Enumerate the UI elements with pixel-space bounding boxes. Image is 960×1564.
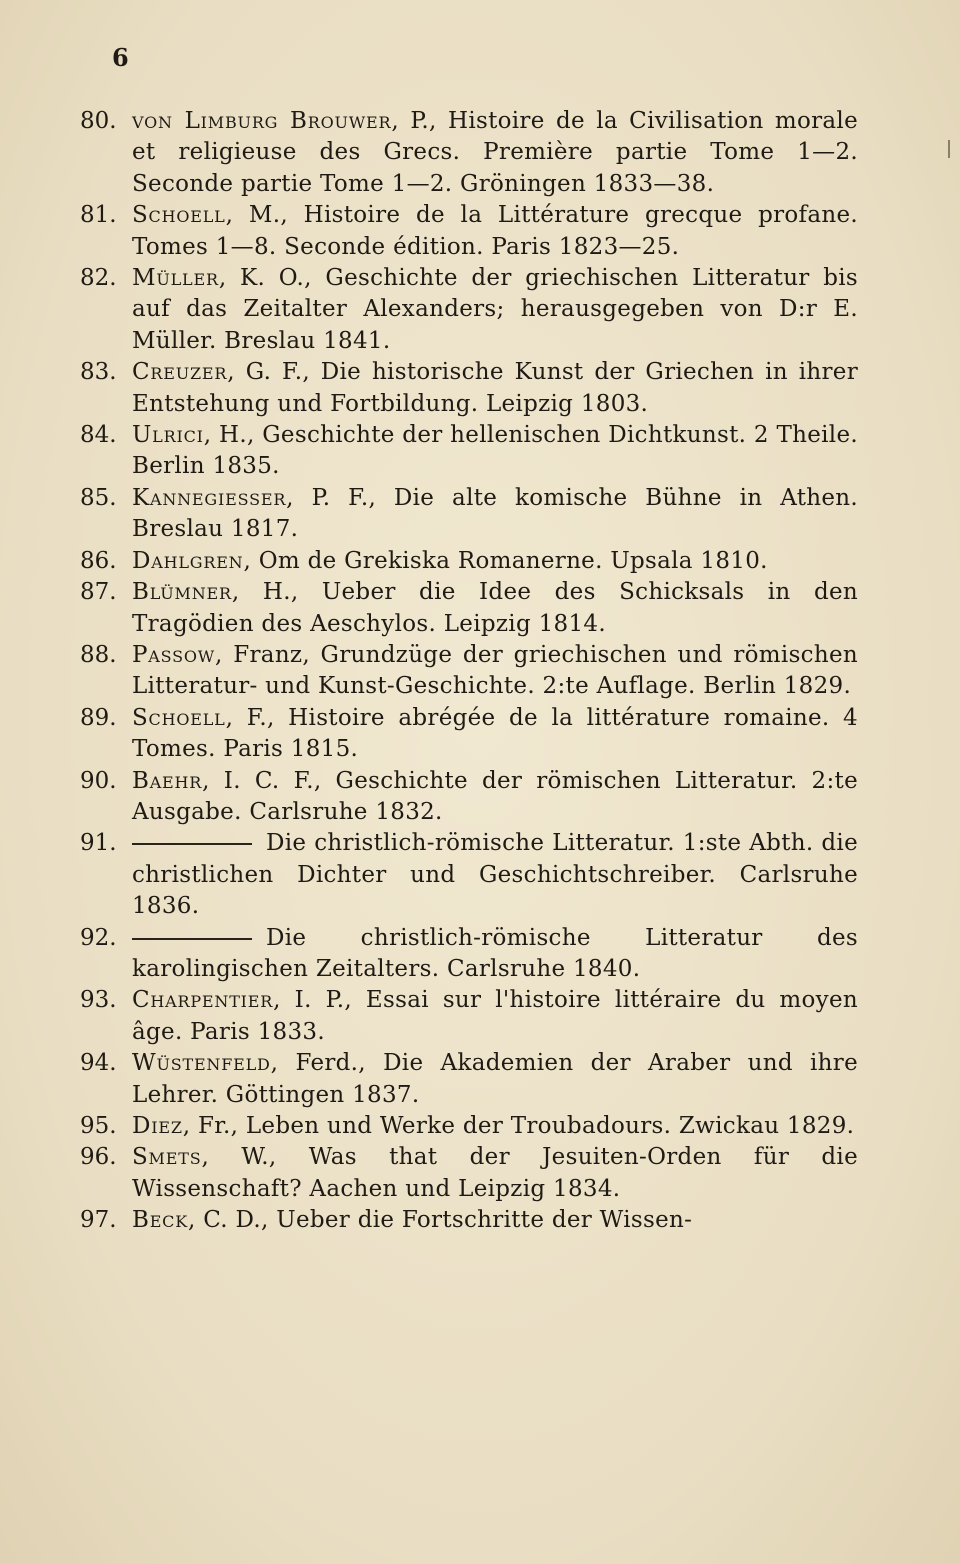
bibliography-entry — [80, 200, 858, 263]
entry-body — [132, 828, 858, 922]
entry-body — [132, 106, 858, 200]
bibliography-entry — [80, 703, 858, 766]
entry-author: Blümner — [132, 579, 232, 606]
entry-text: , M., Histoire de la Littérature grecque profane. Tomes 1—8. Seconde édition. Paris 1823—25. — [132, 202, 858, 260]
bibliography-entry — [80, 357, 858, 420]
entry-number: 93. — [80, 987, 117, 1014]
entry-author: Creuzer — [132, 359, 228, 386]
bibliography-entry — [80, 546, 858, 577]
ditto-dash — [132, 843, 252, 845]
entry-number: 86. — [80, 547, 117, 574]
entry-author: Baehr — [132, 767, 203, 794]
entry-body — [132, 1142, 858, 1205]
entry-number: 96. — [80, 1144, 117, 1171]
entry-author: Schoell — [132, 704, 226, 731]
entry-author: Beck — [132, 1207, 188, 1234]
bibliography-entry — [80, 985, 858, 1048]
bibliography-entry — [80, 828, 858, 922]
entry-text: Die christlich-römische Litteratur. 1:ste Abth. die christlichen Dichter und Geschichtschreiber. Carlsruhe 1836. — [132, 830, 858, 920]
entry-text: , Fr., Leben und Werke der Troubadours. Zwickau 1829. — [182, 1113, 855, 1139]
entry-body — [132, 200, 858, 263]
entry-text: , P. F., Die alte komische Bühne in Athen. Breslau 1817. — [132, 484, 858, 543]
entry-body — [132, 1048, 858, 1111]
entry-text: , I. P., Essai sur l'histoire littéraire du moyen âge. Paris 1833. — [132, 987, 858, 1045]
entry-number: 82. — [80, 265, 117, 292]
entry-author: Diez — [132, 1113, 183, 1139]
entry-text: , H., Geschichte der hellenischen Dichtkunst. 2 Theile. Berlin 1835. — [132, 422, 858, 480]
entry-number: 85. — [80, 484, 117, 511]
entry-author: von Limburg Brouwer — [132, 108, 392, 134]
bibliography-entry — [80, 1111, 858, 1142]
entry-text: , F., Histoire abrégée de la littérature romaine. 4 Tomes. Paris 1815. — [132, 704, 858, 763]
margin-mark — [948, 140, 950, 158]
bibliography-entry — [80, 923, 858, 986]
entry-body — [132, 546, 858, 577]
entry-number: 87. — [80, 579, 117, 606]
entry-number: 84. — [80, 422, 117, 449]
entry-text: , Ferd., Die Akademien der Araber und ihre Lehrer. Göttingen 1837. — [132, 1050, 858, 1108]
entry-body — [132, 357, 858, 420]
entry-body — [132, 923, 858, 986]
entry-number: 97. — [80, 1207, 117, 1234]
bibliography-entry — [80, 263, 858, 357]
entry-body — [132, 483, 858, 546]
entry-text: , C. D., Ueber die Fortschritte der Wissen- — [187, 1207, 693, 1234]
entry-text: , K. O., Geschichte der griechischen Litteratur bis auf das Zeitalter Alexanders; herausgegeben von D:r E. Müller. Breslau 1841. — [132, 265, 858, 354]
entry-body — [132, 577, 858, 640]
entry-author: Müller — [132, 265, 219, 292]
entry-body — [132, 703, 858, 766]
bibliography-entry — [80, 577, 858, 640]
entry-body — [132, 420, 858, 483]
entry-number: 81. — [80, 202, 117, 229]
entry-number: 88. — [80, 641, 117, 668]
entry-body — [132, 766, 858, 829]
entry-text: , I. C. F., Geschichte der römischen Litteratur. 2:te Ausgabe. Carlsruhe 1832. — [132, 767, 858, 825]
bibliography-entry — [80, 640, 858, 703]
bibliography-entry — [80, 483, 858, 546]
entry-number: 83. — [80, 359, 117, 386]
bibliography-entry — [80, 766, 858, 829]
entry-body — [132, 640, 858, 703]
entry-number: 80. — [80, 108, 117, 134]
bibliography-list — [80, 106, 858, 1237]
entry-body — [132, 985, 858, 1048]
entry-number: 91. — [80, 830, 117, 857]
entry-number: 94. — [80, 1050, 117, 1077]
entry-text: , P., Histoire de la Civilisation morale et religieuse des Grecs. Première partie Tome 1—2. Seconde partie Tome 1—2. Gröningen 1833—38. — [132, 108, 859, 197]
entry-body — [132, 1111, 858, 1142]
entry-author: Schoell — [132, 202, 226, 229]
bibliography-entry — [80, 1142, 858, 1205]
entry-text: , W., Was that der Jesuiten-Orden für die Wissenschaft? Aachen und Leipzig 1834. — [132, 1144, 858, 1202]
entry-text: Die christlich-römische Litteratur des karolingischen Zeitalters. Carlsruhe 1840. — [132, 924, 858, 982]
entry-author: Passow — [132, 641, 216, 668]
bibliography-entry — [80, 1205, 858, 1236]
entry-text: , Franz, Grundzüge der griechischen und römischen Litteratur- und Kunst-Geschichte. 2:te Auflage. Berlin 1829. — [132, 641, 858, 700]
entry-body — [132, 263, 858, 357]
entry-text: , H., Ueber die Idee des Schicksals in den Tragödien des Aeschylos. Leipzig 1814. — [132, 579, 858, 637]
entry-author: Dahlgren — [132, 547, 244, 574]
entry-author: Smets — [132, 1144, 202, 1171]
entry-author: Ulrici — [132, 422, 204, 449]
entry-text: , Om de Grekiska Romanerne. Upsala 1810. — [243, 547, 768, 574]
entry-number: 90. — [80, 767, 117, 794]
entry-number: 89. — [80, 704, 117, 731]
bibliography-entry — [80, 106, 858, 200]
entry-number: 95. — [80, 1113, 117, 1139]
ditto-dash — [132, 938, 252, 940]
entry-author: Wüstenfeld — [132, 1050, 271, 1077]
entry-text: , G. F., Die historische Kunst der Griechen in ihrer Entstehung und Fortbildung. Leipzig 1803. — [132, 359, 858, 417]
entry-number: 92. — [80, 924, 117, 951]
entry-body — [132, 1205, 858, 1236]
page-number: 6 — [112, 43, 129, 72]
entry-author: Charpentier — [132, 987, 274, 1014]
bibliography-entry — [80, 1048, 858, 1111]
bibliography-entry — [80, 420, 858, 483]
entry-author: Kannegiesser — [132, 484, 287, 511]
